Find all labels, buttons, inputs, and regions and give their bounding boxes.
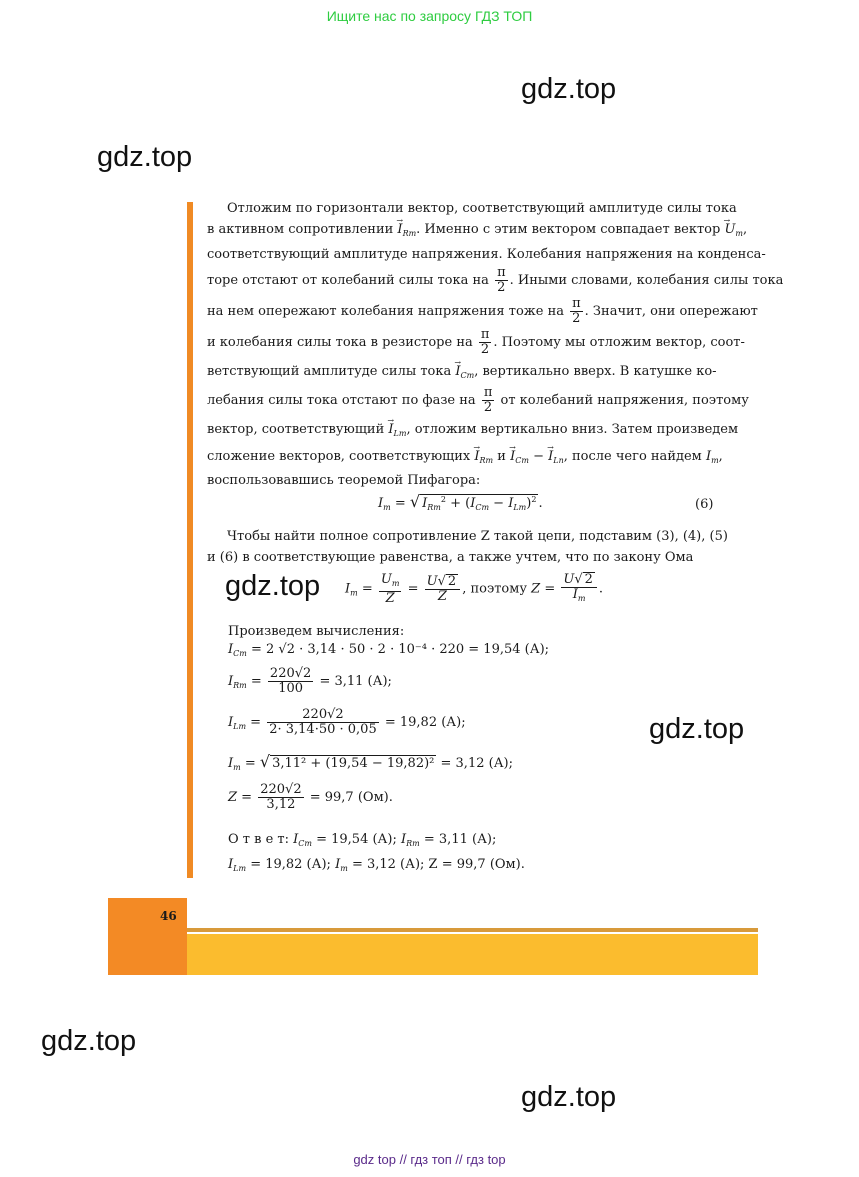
watermark: gdz.top [649, 713, 745, 745]
watermark: gdz.top [225, 570, 321, 602]
footer-divider [187, 928, 758, 932]
text-line: соответствующий амплитуде напряжения. Колебания напряжения на конденса- [207, 247, 766, 262]
ohm-equation: $I_m$ = $\frac{U_m}{Z}$ = $\frac{U√ 2}{Z}$ , поэтому Z = $\frac{U√ 2}{I_m}$ . [345, 571, 604, 606]
text-line: и колебания силы тока в резисторе на $\frac{\pi}{2}$ . Поэтому мы отложим вектор, соот- [207, 327, 745, 357]
bottom-links[interactable]: gdz top // гдз топ // гдз top [353, 1152, 506, 1167]
text-line: на нем опережают колебания напряжения тоже на $\frac{\pi}{2}$ . Значит, они опережают [207, 296, 758, 326]
watermark: gdz.top [97, 141, 193, 173]
text-line: вектор, соответствующий → $I_{Lm}$, отложим вертикально вниз. Затем произведем [207, 416, 715, 443]
paragraph-impedance [207, 526, 728, 568]
watermark: gdz.top [41, 1025, 137, 1057]
equation-number: (6) [695, 497, 714, 512]
calc-im: $I_m$ = √ 3,11² + (19,54 − 19,82)² = 3,12 (А); [228, 752, 513, 772]
answer: О т в е т: $I_{Cm} = 19,54$ (А); $I_{Rm} = 3,11$ (А); $I_{Lm} = 19,82$ (А); $I_m = 3,12$ (А); Z = 99,7 (Ом). [228, 832, 525, 873]
watermark: gdz.top [521, 73, 617, 105]
calc-icm: $I_{Cm} = 2$ √2 · 3,14 · 50 · 2 · 10⁻⁴ · 220 = 19,54 (А); [228, 642, 550, 658]
calc-title: Произведем вычисления: [228, 624, 405, 639]
text-line: воспользовавшись теоремой Пифагора: [207, 473, 481, 488]
text-line: сложение векторов, соответствующих → $I_{Rm}$ $и \to I_{Cm}$ − → $I_{Ln}$, после чего найдем $I_m$, [207, 443, 715, 470]
text-line: и (6) в соответствующие равенства, а также учтем, что по закону Ома [207, 550, 694, 565]
margin-accent-bar [187, 202, 193, 878]
paragraph-vectors [207, 198, 784, 491]
text-line: торе отстают от колебаний силы тока на $\frac{\pi}{2}$ . Иными словами, колебания силы тока [207, 265, 784, 295]
page-number: 46 [160, 909, 177, 923]
calc-z: Z = $\frac{220√2}{3,12}$ = 99,7 (Ом). [228, 782, 393, 812]
footer-yellow-band [187, 934, 758, 975]
text-line: Чтобы найти полное сопротивление Z такой цепи, подставим (3), (4), (5) [227, 529, 728, 544]
equation-6: $I_m$ = √ $I_{Rm}^2 + (I_{Cm} - I_{Lm})^2$ . [378, 492, 543, 512]
text-line: в активном сопротивлении → $I_{Rm}$. Именно с этим вектором совпадает вектор → $U_m$, [207, 219, 715, 244]
text-line: лебания силы тока отстают по фазе на $\frac{\pi}{2}$ от колебаний напряжения, поэтому [207, 385, 749, 415]
text-line: Отложим по горизонтали вектор, соответствующий амплитуде силы тока [227, 201, 737, 216]
text-line: ветствующий амплитуде силы тока → $I_{Cm}$, вертикально вверх. В катушке ко- [207, 358, 715, 385]
calc-irm: $I_{Rm}$ = $\frac{220√2}{100}$ = 3,11 (А); [228, 666, 392, 696]
watermark: gdz.top [521, 1081, 617, 1113]
top-banner[interactable]: Ищите нас по запросу ГДЗ ТОП [326, 8, 533, 24]
calc-ilm: $I_{Lm}$ = $\frac{220√2}{2\cdot 3,14\cdot 50 \cdot 0,05}$ = 19,82 (А); [228, 707, 466, 737]
